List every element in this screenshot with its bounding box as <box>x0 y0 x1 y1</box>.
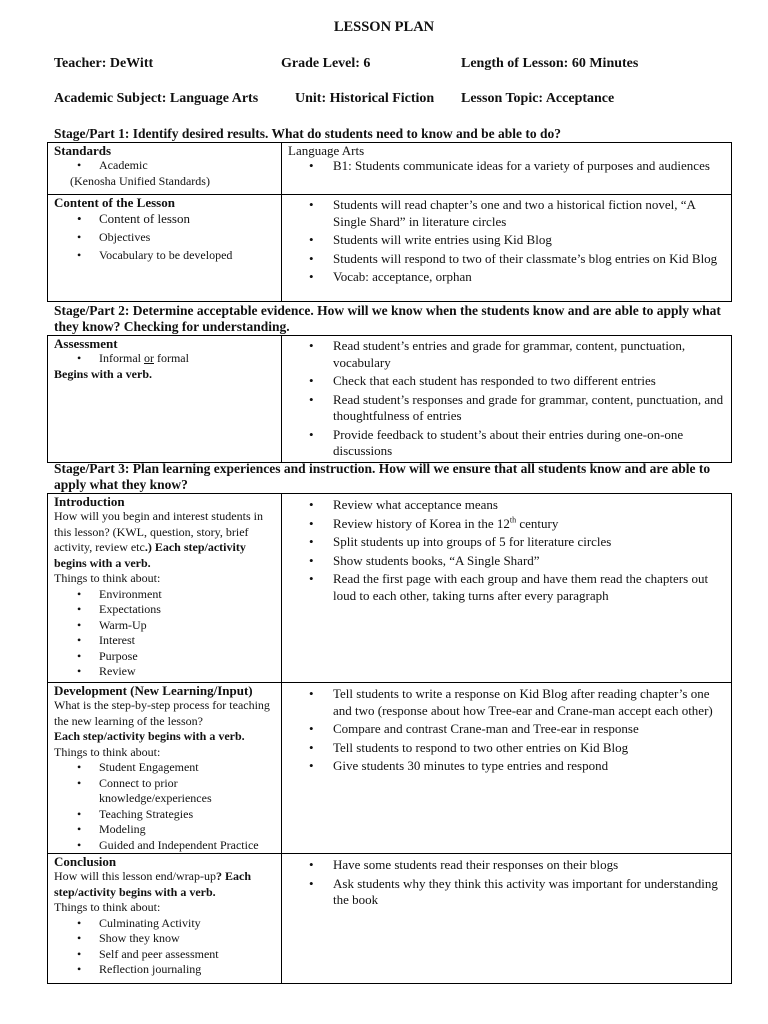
assessment-note: Begins with a verb. <box>54 366 153 381</box>
standards-row <box>48 143 732 195</box>
content-item: • Objectives <box>54 228 281 246</box>
grade-label: Grade Level: 6 <box>281 56 371 71</box>
content-right <box>282 195 732 302</box>
assessment-right-item: • Read student’s entries and grade for grammar, content, punctuation, vocabulary <box>288 338 731 371</box>
unit-label: Unit: Historical Fiction <box>295 91 435 106</box>
assessment-right-item: • Read student’s responses and grade for grammar, content, punctuation, and thoughtfulness of entries <box>288 392 731 425</box>
standards-item: • Academic <box>54 158 281 174</box>
assessment-right-item: • Check that each student has responded to two different entries <box>288 373 731 390</box>
standards-right-heading: Language Arts <box>288 143 365 158</box>
development-right-item: • Compare and contrast Crane-man and Tree-ear in response <box>288 721 731 738</box>
assessment-item-or: or <box>143 351 154 365</box>
content-item: • Content of lesson <box>54 210 281 228</box>
page-title: LESSON PLAN <box>333 19 435 35</box>
development-item: • Modeling <box>54 822 281 838</box>
assessment-item-a: Informal <box>99 351 144 365</box>
conclusion-right-item: • Ask students why they think this activity was important for understanding the book <box>288 876 731 909</box>
development-right-item: • Give students 30 minutes to type entries and respond <box>288 758 731 775</box>
teacher-label: Teacher: DeWitt <box>54 56 154 71</box>
subject-label: Academic Subject: Language Arts <box>54 91 259 106</box>
content-row <box>48 195 732 302</box>
conclusion-item: • Reflection journaling <box>54 962 281 978</box>
introduction-left <box>48 494 282 683</box>
development-left <box>48 683 282 854</box>
content-right-item: • Vocab: acceptance, orphan <box>288 269 731 286</box>
stage-3-heading: Stage/Part 3: Plan learning experiences and instruction. How will we ensure that all students know and are able to apply what they know? <box>54 461 711 492</box>
conclusion-item: • Culminating Activity <box>54 916 281 932</box>
standards-heading: Standards <box>54 143 112 158</box>
conclusion-right <box>282 854 732 984</box>
content-right-item: • Students will write entries using Kid Blog <box>288 232 731 249</box>
introduction-sup: th <box>509 515 517 525</box>
introduction-right-item: • Split students up into groups of 5 for literature circles <box>288 534 731 551</box>
introduction-desc <box>54 509 281 571</box>
conclusion-think: Things to think about: <box>54 900 161 914</box>
content-right-item: • Students will read chapter’s one and two a historical fiction novel, “A Single Shard” in literature circles <box>288 197 731 230</box>
stage-3-table <box>47 493 732 984</box>
introduction-row <box>48 494 732 683</box>
introduction-right-item: • Read the first page with each group and have them read the chapters out loud to each other, taking turns after every paragraph <box>288 571 731 604</box>
introduction-item: • Review <box>54 664 281 680</box>
assessment-heading: Assessment <box>54 336 118 351</box>
introduction-century: century <box>516 515 559 531</box>
conclusion-left <box>48 854 282 984</box>
standards-right-item: • B1: Students communicate ideas for a variety of purposes and audiences <box>288 158 731 175</box>
introduction-heading: Introduction <box>54 494 125 509</box>
introduction-item: • Interest <box>54 633 281 649</box>
development-item: • Student Engagement <box>54 760 281 776</box>
conclusion-item: • Show they know <box>54 931 281 947</box>
conclusion-desc-bold: ? Each step/activity begins with a verb. <box>54 869 251 899</box>
conclusion-desc-text: How will this lesson end/wrap-up <box>54 869 216 883</box>
introduction-korea-text: Review history of Korea in the 12 <box>333 515 510 531</box>
introduction-think: Things to think about: <box>54 571 161 585</box>
introduction-right-item: • Review what acceptance means <box>288 497 731 514</box>
content-right-item: • Students will respond to two of their classmate’s blog entries on Kid Blog <box>288 251 731 268</box>
introduction-item: • Environment <box>54 587 281 603</box>
development-right-item: • Tell students to respond to two other entries on Kid Blog <box>288 740 731 757</box>
introduction-desc-text: How will you begin and interest students in this lesson? (KWL, question, story, brief activity, review etc <box>54 509 263 554</box>
development-desc: What is the step-by-step process for teaching the new learning of the lesson? <box>54 698 270 728</box>
stage-1-heading: Stage/Part 1: Identify desired results. What do students need to know and be able to do? <box>54 126 562 141</box>
content-left <box>48 195 282 302</box>
development-item: • Teaching Strategies <box>54 807 281 823</box>
introduction-right-item <box>288 516 731 533</box>
assessment-item-b: formal <box>153 351 189 365</box>
development-desc-bold: Each step/activity begins with a verb. <box>54 729 245 743</box>
assessment-row <box>48 336 732 463</box>
stage-2-heading: Stage/Part 2: Determine acceptable evidence. How will we know when the students know and are able to apply what they know? Checking for understanding. <box>54 303 721 334</box>
topic-label: Lesson Topic: Acceptance <box>461 91 615 106</box>
assessment-item <box>54 351 281 367</box>
introduction-desc-bold: .) Each step/activity begins with a verb. <box>54 540 246 570</box>
conclusion-item: • Self and peer assessment <box>54 947 281 963</box>
development-row <box>48 683 732 854</box>
standards-note: (Kenosha Unified Standards) <box>70 173 210 188</box>
content-heading: Content of the Lesson <box>54 195 175 210</box>
content-item: • Vocabulary to be developed <box>54 246 281 264</box>
conclusion-desc <box>54 869 281 900</box>
development-item: • Connect to prior knowledge/experiences <box>54 776 281 807</box>
standards-right <box>282 143 732 195</box>
introduction-right <box>282 494 732 683</box>
development-heading: Development (New Learning/Input) <box>54 683 253 698</box>
stage-1-table <box>47 142 732 302</box>
conclusion-row <box>48 854 732 984</box>
development-right-item: • Tell students to write a response on Kid Blog after reading chapter’s one and two (response about how Tree-ear and Crane-man accept each other) <box>288 686 731 719</box>
introduction-right-item: • Show students books, “A Single Shard” <box>288 553 731 570</box>
length-label: Length of Lesson: 60 Minutes <box>461 56 639 71</box>
development-right <box>282 683 732 854</box>
development-think: Things to think about: <box>54 744 161 759</box>
standards-left <box>48 143 282 195</box>
introduction-item: • Warm-Up <box>54 618 281 634</box>
conclusion-heading: Conclusion <box>54 854 117 869</box>
conclusion-right-item: • Have some students read their responses on their blogs <box>288 857 731 874</box>
assessment-right-item: • Provide feedback to student’s about their entries during one-on-one discussions <box>288 427 731 460</box>
assessment-left <box>48 336 282 463</box>
introduction-item: • Expectations <box>54 602 281 618</box>
introduction-item: • Purpose <box>54 649 281 665</box>
development-item: • Guided and Independent Practice <box>54 838 281 854</box>
assessment-right <box>282 336 732 463</box>
stage-2-table <box>47 335 732 463</box>
